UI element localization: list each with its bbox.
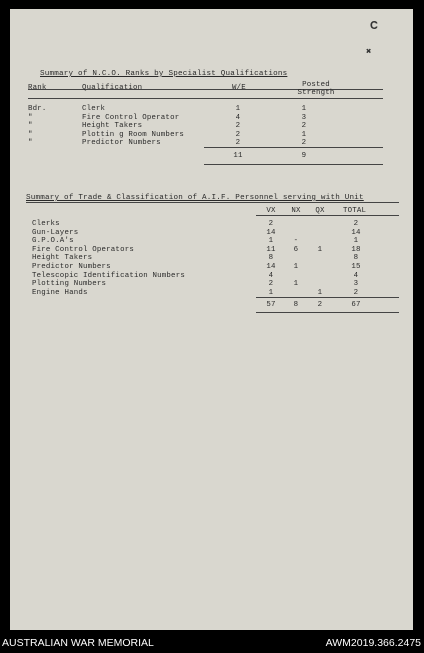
nco-header-we: W/E [232, 84, 246, 92]
trade-title-rule [26, 202, 399, 203]
trade-row-nx: 1 [293, 263, 299, 271]
trade-row-label: Predictor Numbers [32, 263, 111, 271]
trade-row-label: G.P.O.A's [32, 237, 74, 246]
nco-row-posted: 1 [301, 105, 307, 113]
trade-row-total: 18 [351, 245, 361, 254]
trade-row-total: 2 [353, 220, 359, 228]
nco-row-we: 2 [235, 122, 241, 130]
pencil-mark-icon: 𝐂 [370, 21, 378, 33]
trade-row-label: Telescopic Identification Numbers [32, 271, 185, 280]
nco-row-rank: " [28, 130, 33, 139]
nco-row-we: 4 [235, 113, 241, 122]
trade-row-vx: 14 [266, 263, 276, 271]
footer-institution: AUSTRALIAN WAR MEMORIAL [2, 637, 154, 649]
pencil-tick-icon: ✖ [366, 47, 372, 57]
trade-row-vx: 1 [268, 288, 274, 297]
trade-row-total: 2 [353, 288, 359, 297]
nco-row-qualification: Predictor Numbers [82, 139, 161, 147]
trade-row-vx: 1 [268, 237, 274, 246]
trade-row-total: 3 [353, 280, 359, 289]
nco-row-we: 2 [235, 130, 241, 139]
nco-row-qualification: Height Takers [82, 122, 143, 130]
nco-row-rank: Bdr. [28, 105, 47, 113]
nco-row-qualification: Fire Control Operator [82, 113, 180, 122]
nco-header-rank: Rank [28, 84, 47, 92]
nco-summary-title: Summary of N.C.O. Ranks by Specialist Qualifications [40, 70, 288, 78]
trade-row-nx: 6 [293, 245, 299, 254]
trade-row-vx: 8 [268, 254, 274, 263]
trade-row-label: Engine Hands [32, 288, 88, 297]
nco-row-rank: " [28, 113, 33, 122]
nco-header-qualification: Qualification [82, 84, 143, 92]
footer-accession-number: AWM2019.366.2475 [325, 637, 421, 649]
document-page [10, 9, 413, 630]
trade-total-total: 67 [351, 301, 361, 309]
nco-row-posted: 2 [301, 139, 307, 147]
trade-header-vx: VX [266, 207, 276, 215]
nco-header-rule-bottom [28, 98, 383, 99]
trade-row-qx: 1 [317, 288, 323, 297]
nco-row-posted: 3 [301, 113, 307, 122]
trade-row-label: Fire Control Operators [32, 245, 134, 254]
trade-header-rule [256, 215, 399, 216]
trade-row-total: 15 [351, 263, 361, 271]
nco-total-posted: 9 [301, 152, 307, 160]
nco-row-qualification: Clerk [82, 105, 106, 113]
trade-total-qx: 2 [317, 301, 323, 309]
trade-total-rule-top [256, 297, 399, 298]
trade-row-label: Gun-Layers [32, 228, 79, 237]
trade-total-nx: 8 [293, 301, 299, 309]
trade-header-total: TOTAL [343, 207, 367, 215]
trade-header-qx: QX [315, 207, 325, 215]
trade-row-vx: 4 [268, 271, 274, 280]
trade-summary-title: Summary of Trade & Classification of A.I.F. Personnel serving with Unit [26, 194, 364, 202]
trade-row-label: Height Takers [32, 254, 93, 263]
nco-total-rule-top [204, 147, 383, 148]
trade-total-vx: 57 [266, 301, 276, 309]
nco-header-posted-strength: Posted Strength [297, 81, 335, 97]
trade-header-nx: NX [291, 207, 301, 215]
trade-row-vx: 14 [266, 228, 276, 237]
trade-row-total: 14 [351, 228, 361, 237]
trade-row-label: Plotting Numbers [32, 280, 107, 289]
nco-row-rank: " [28, 122, 33, 130]
trade-row-vx: 2 [268, 220, 274, 228]
nco-row-we: 2 [235, 139, 241, 147]
trade-row-label: Clerks [32, 220, 60, 228]
trade-row-vx: 2 [268, 280, 274, 289]
nco-row-posted: 1 [301, 130, 307, 139]
trade-row-nx: 1 [293, 280, 299, 289]
nco-row-qualification: Plottin g Room Numbers [82, 130, 184, 139]
trade-row-total: 4 [353, 271, 359, 280]
trade-total-rule-bottom [256, 312, 399, 313]
nco-row-rank: " [28, 139, 33, 147]
nco-row-posted: 2 [301, 122, 307, 130]
trade-row-total: 1 [353, 237, 359, 246]
trade-row-qx: 1 [317, 245, 323, 254]
nco-total-we: 11 [233, 152, 243, 160]
trade-row-nx: - [293, 237, 299, 246]
trade-row-vx: 11 [266, 245, 276, 254]
nco-row-we: 1 [235, 105, 241, 113]
nco-total-rule-bottom [204, 164, 383, 165]
trade-row-total: 8 [353, 254, 359, 263]
